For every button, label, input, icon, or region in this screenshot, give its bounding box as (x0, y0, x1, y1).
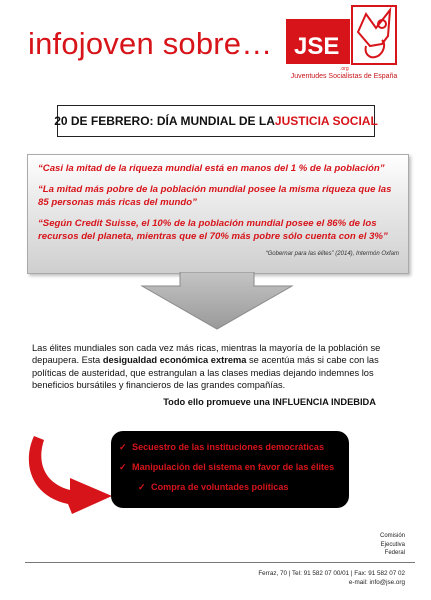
influence-item (138, 482, 288, 493)
influence-item-label: Secuestro de las instituciones democráticas (132, 442, 325, 452)
contact-email[interactable]: e-mail: info@jse.org (348, 578, 405, 586)
logo-suffix: .org (340, 66, 349, 72)
page-title: infojoven sobre… (28, 26, 273, 61)
body-paragraph (32, 342, 398, 391)
quote-panel (27, 154, 409, 274)
jse-logo (286, 4, 398, 82)
headline-prefix: 20 DE FEBRERO: DÍA MUNDIAL DE LA (54, 114, 275, 128)
influence-item (119, 462, 334, 473)
logo-text: JSE (294, 33, 340, 60)
check-icon: ✓ (119, 462, 127, 472)
paragraph-bold: desigualdad económica extrema (102, 355, 247, 366)
commission-line: Ejecutiva (380, 541, 405, 548)
headline-highlight: JUSTICIA SOCIAL (274, 114, 378, 128)
check-icon: ✓ (119, 442, 127, 452)
quote-1: “Casi la mitad de la riqueza mundial está en manos del 1 % de la población” (38, 163, 385, 174)
organization-name: Juventudes Socialistas de España (290, 73, 398, 80)
footer-divider (25, 562, 415, 563)
commission-line: Federal (384, 550, 405, 556)
check-icon: ✓ (138, 482, 146, 492)
influence-item-label: Compra de voluntades políticas (151, 482, 289, 492)
contact-address: Ferraz, 70 | Tel: 91 582 07 00/01 | Fax: 91 582 07 02 (258, 570, 405, 577)
quote-3: “Según Credit Suisse, el 10% de la población mundial posee el 86% de los recursos del planeta, mientras que el 70% más pobre sólo cuenta con el 3%” (38, 218, 388, 242)
influence-item (119, 442, 324, 453)
down-arrow-icon (140, 272, 294, 330)
paragraph-part-2: se acentúa más si cabe con las políticas de austeridad, que estrangulan a las clases medias dejando indemnes los beneficios bursátiles y financieros de las grandes compañías. (32, 355, 379, 390)
paragraph-part-1: Las élites mundiales son cada vez más ricas, mientras la mayoría de la población se depaupera. Esta (32, 343, 381, 366)
influence-panel (111, 431, 349, 508)
commission-block (380, 532, 405, 558)
quote-source: “Gobernar para las élites” (2014), Intermón Oxfam (265, 251, 399, 257)
influence-heading: Todo ello promueve una INFLUENCIA INDEBIDA (163, 397, 376, 407)
contact-block (258, 570, 405, 587)
headline-box (54, 105, 378, 137)
quote-2: “La mitad más pobre de la población mundial posee la misma riqueza que las 85 personas más ricas del mundo” (38, 184, 392, 208)
fist-rose-icon (352, 6, 396, 64)
influence-item-label: Manipulación del sistema en favor de las élites (132, 462, 335, 472)
commission-line: Comisión (379, 533, 405, 539)
